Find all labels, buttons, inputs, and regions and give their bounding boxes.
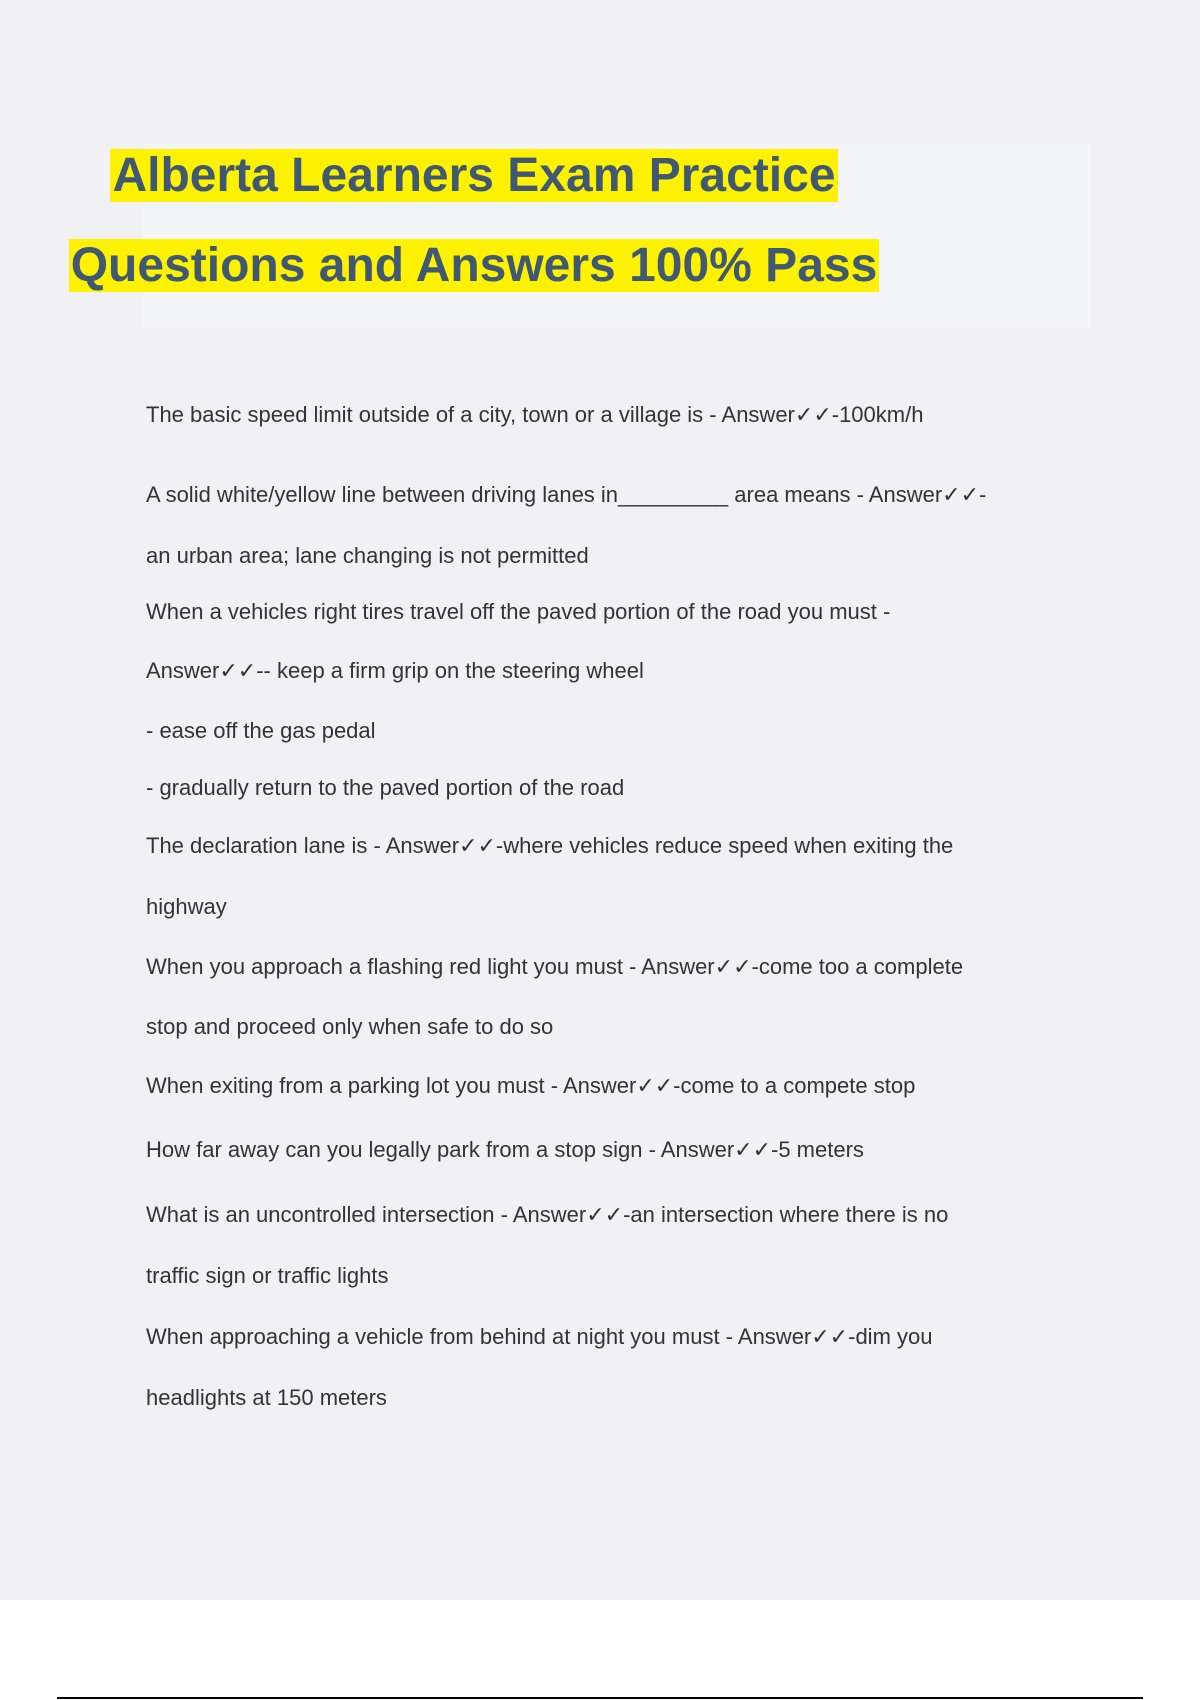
title-highlight-2: Questions and Answers 100% Pass [70,239,878,292]
text-line: headlights at 150 meters [146,1385,387,1410]
text-line: traffic sign or traffic lights [146,1263,389,1288]
text-line: How far away can you legally park from a stop sign - Answer✓✓-5 meters [146,1137,864,1162]
title-highlight-1: Alberta Learners Exam Practice [112,149,836,202]
text-line: When approaching a vehicle from behind at night you must - Answer✓✓-dim you [146,1324,933,1349]
footer-divider [57,1697,1143,1699]
document-title-line-1 [0,147,948,205]
text-line: The basic speed limit outside of a city, town or a village is - Answer✓✓-100km/h [146,402,924,427]
text-line: - ease off the gas pedal [146,718,376,743]
text-line: - gradually return to the paved portion of the road [146,775,625,800]
text-line: When exiting from a parking lot you must - Answer✓✓-come to a compete stop [146,1073,916,1098]
text-line: highway [146,894,227,919]
text-line: When a vehicles right tires travel off the paved portion of the road you must - [146,599,891,624]
text-line: A solid white/yellow line between driving lanes in_________ area means - Answer✓✓- [146,482,987,507]
text-line: an urban area; lane changing is not permitted [146,543,589,568]
text-line: stop and proceed only when safe to do so [146,1014,554,1039]
document-title-line-2 [0,237,948,295]
text-line: The declaration lane is - Answer✓✓-where vehicles reduce speed when exiting the [146,833,954,858]
text-line: Answer✓✓-- keep a firm grip on the steering wheel [146,658,644,683]
text-line: When you approach a flashing red light you must - Answer✓✓-come too a complete [146,954,964,979]
text-line: What is an uncontrolled intersection - Answer✓✓-an intersection where there is no [146,1202,949,1227]
